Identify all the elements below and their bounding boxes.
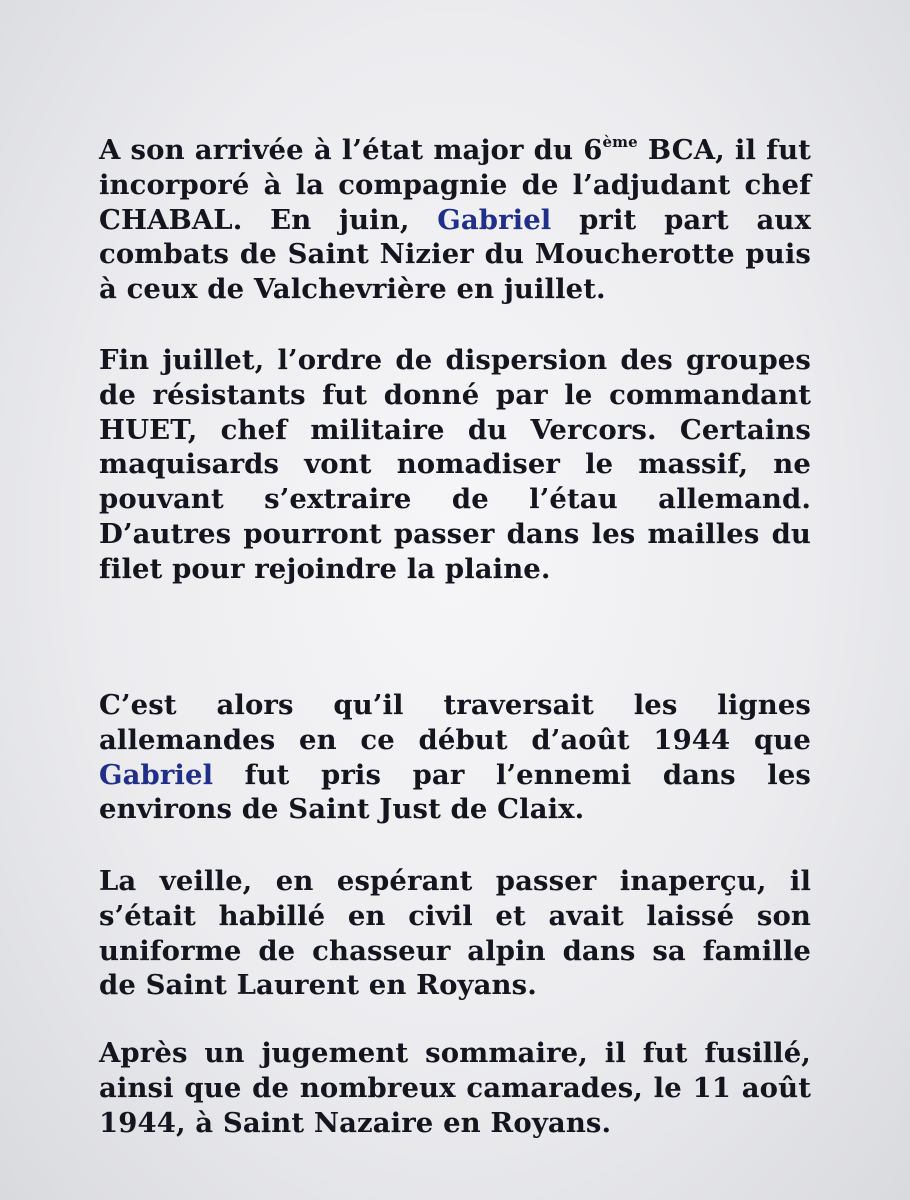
paragraph-dispersion — [99, 343, 811, 587]
text-run: BCA, il fut incorporé à la compagnie de l’adjudant chef CHABAL. En juin, — [99, 134, 811, 236]
text-run: Après un jugement sommaire, il fut fusillé, ainsi que de nombreux camarades, le 11 août 1944, à Saint Nazaire en Royans. — [99, 1037, 811, 1139]
paragraph-arrival — [99, 133, 811, 307]
text-run: Fin juillet, l’ordre de dispersion des groupes de résistants fut donné par le commandant HUET, chef militaire du Vercors. Certains maquisards vont nomadiser le massif, ne pouvant s’extraire de l’étau allemand. D’autres pourront passer dans les mailles du filet pour rejoindre la plaine. — [99, 344, 811, 585]
highlighted-name: Gabriel — [99, 758, 214, 791]
text-run: prit part aux combats de Saint Nizier du Moucherotte puis à ceux de Valchevrière en juillet. — [99, 203, 811, 306]
paragraph-eve — [99, 864, 811, 1003]
paragraph-capture — [99, 688, 811, 827]
text-run: A son arrivée à l’état major du 6 — [99, 134, 603, 166]
paragraph-execution — [99, 1036, 811, 1140]
text-run: fut pris par l’ennemi dans les environs de Saint Just de Claix. — [99, 758, 811, 826]
highlighted-name: Gabriel — [437, 203, 552, 236]
superscript-text: ème — [602, 132, 638, 151]
text-run: La veille, en espérant passer inaperçu, il s’était habillé en civil et avait laissé son uniforme de chasseur alpin dans sa famille de Saint Laurent en Royans. — [99, 865, 811, 1002]
text-run: C’est alors qu’il traversait les lignes allemandes en ce début d’août 1944 que — [99, 689, 811, 756]
